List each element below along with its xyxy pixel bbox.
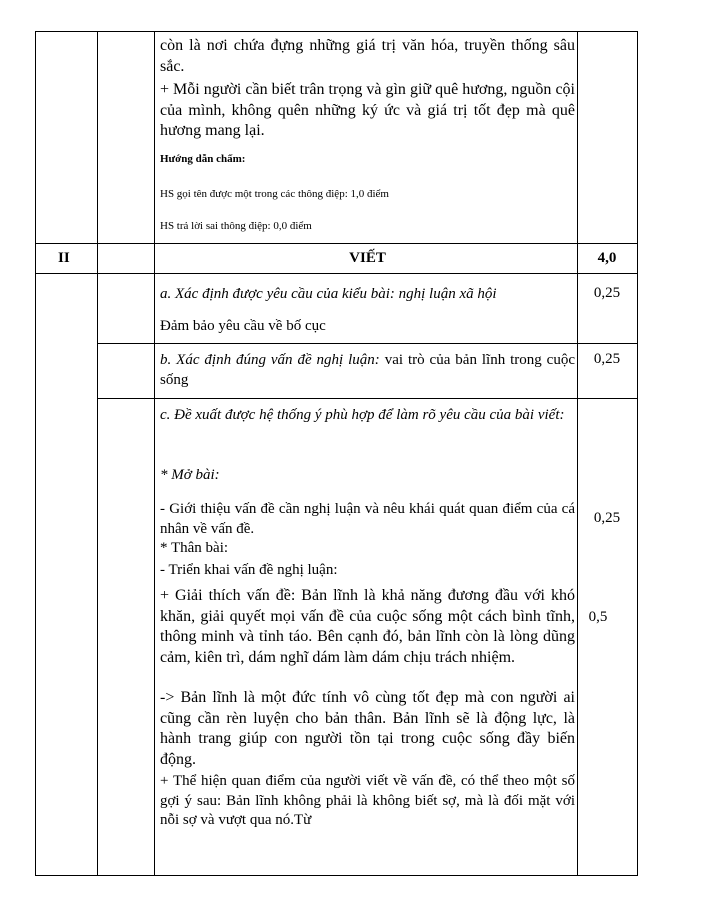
guide-heading: Hướng dẫn chấm: — [160, 153, 246, 165]
table-border-top — [35, 31, 638, 32]
than-bai-heading: * Thân bài: — [160, 540, 229, 556]
criterion-b-text: vai trò của bản lĩnh trong cuộc sống — [160, 352, 576, 388]
table-col-divider-2 — [154, 31, 155, 875]
row-divider-section — [35, 243, 638, 244]
table-col-divider-3 — [577, 31, 578, 875]
section-number: II — [58, 250, 70, 266]
row-divider-c — [97, 398, 638, 399]
guide-item-2: HS trả lời sai thông điệp: 0,0 điểm — [160, 220, 312, 232]
table-border-left — [35, 31, 36, 875]
row-divider-b — [97, 343, 638, 344]
content-para-2: + Mỗi người cần biết trân trọng và gìn giữ quê hương, nguồn cội của mình, không quên những ký ức và giá trị tốt đẹp mà quê hương mang lại. — [160, 81, 575, 139]
content-para-1: còn là nơi chứa đựng những giá trị văn hóa, truyền thống sâu sắc. — [160, 37, 575, 75]
table-border-right — [637, 31, 638, 875]
table-col-divider-1 — [97, 31, 98, 875]
mo-bai-text: - Giới thiệu vấn đề cần nghị luận và nêu khái quát quan điểm của cá nhân về vấn đề. — [160, 501, 575, 537]
section-title: VIẾT — [349, 250, 386, 266]
criterion-c-score-2: 0,5 — [588, 609, 608, 625]
ket-luan-text: -> Bản lĩnh là một đức tính vô cùng tốt đẹp mà con người ai cũng cần rèn luyện cho bản thân. Bản lĩnh sẽ là động lực, là hành trang giúp con người tồn tại trong cuộc sống đầy biến động. — [160, 689, 575, 768]
quan-diem-text: + Thể hiện quan điểm của người viết về vấn đề, có thể theo một số gợi ý sau: Bản lĩnh không phải là không biết sợ, mà là đối mặt với nỗi sợ và vượt qua nó.Từ — [160, 773, 575, 828]
criterion-a-text: Đảm bảo yêu cầu về bố cục — [160, 318, 326, 334]
trien-khai-text: - Triển khai vấn đề nghị luận: — [160, 562, 338, 578]
criterion-a-title: a. Xác định được yêu cầu của kiểu bài: nghị luận xã hội — [160, 286, 497, 302]
criterion-c-title: c. Đề xuất được hệ thống ý phù hợp để làm rõ yêu cầu của bài viết: — [160, 407, 565, 423]
criterion-a-score: 0,25 — [593, 285, 621, 301]
guide-item-1: HS gọi tên được một trong các thông điệp: 1,0 điểm — [160, 188, 389, 200]
criterion-b-score: 0,25 — [593, 351, 621, 367]
criterion-b-block — [160, 351, 575, 390]
row-divider-a — [35, 273, 638, 274]
giai-thich-text: + Giải thích vấn đề: Bản lĩnh là khả năng đương đầu với khó khăn, giải quyết mọi vấn đề của cuộc sống một cách bình tĩnh, thông minh và tỉnh táo. Bên cạnh đó, bản lĩnh còn là lòng dũng cảm, kiên trì, dám nghĩ dám làm dám chịu trách nhiệm. — [160, 587, 575, 666]
criterion-b-title: b. Xác định đúng vấn đề nghị luận: — [160, 352, 380, 368]
criterion-c-score-1: 0,25 — [593, 510, 621, 526]
section-score: 4,0 — [597, 250, 617, 266]
table-border-bottom — [35, 875, 638, 876]
mo-bai-heading: * Mở bài: — [160, 467, 220, 483]
